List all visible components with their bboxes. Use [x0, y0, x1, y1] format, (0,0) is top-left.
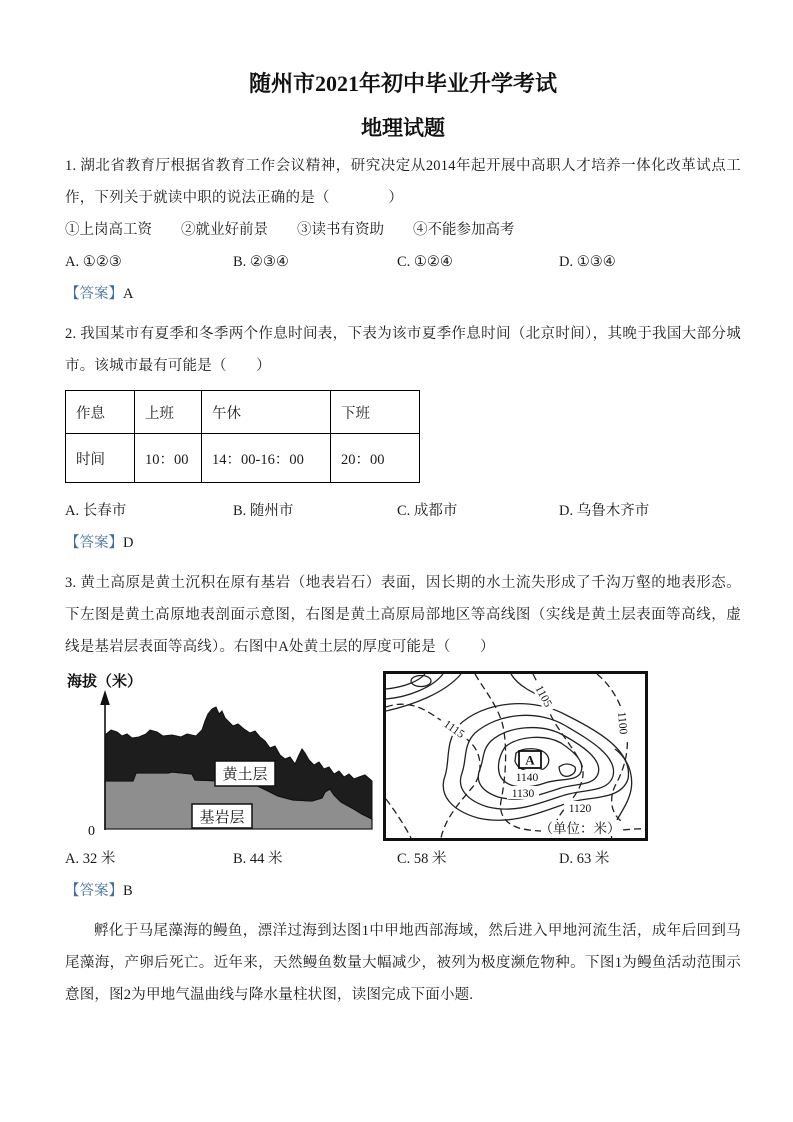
- contour-label-1115: 1115: [441, 718, 467, 741]
- option-d: D. ①③④: [559, 254, 616, 270]
- page-subtitle: 地理试题: [361, 116, 445, 140]
- map-unit-label: （单位：米）: [539, 821, 621, 836]
- question-1: [65, 150, 741, 310]
- bedrock-label: 基岩层: [199, 810, 245, 826]
- question-3: [65, 567, 741, 907]
- question-1-stem: 1. 湖北省教育厅根据省教育工作会议精神，研究决定从2014年起开展中高职人才培养一体化改革试点工作，下列关于就读中职的说法正确的是（ ）: [65, 158, 741, 206]
- loess-profile-figure: [65, 669, 375, 841]
- question-1-answer: [65, 278, 741, 310]
- question-2: [65, 318, 741, 559]
- question-3-answer: [65, 875, 741, 907]
- table-cell: 作息: [66, 391, 135, 434]
- answer-value: A: [123, 286, 134, 302]
- option-b: B. ②③④: [233, 254, 289, 270]
- question-3-options: [65, 843, 741, 875]
- question-1-options: [65, 246, 741, 278]
- table-row: [66, 391, 420, 434]
- option-c: C. ①②④: [397, 254, 453, 270]
- answer-label: 【答案】: [65, 286, 123, 302]
- question-2-stem: 2. 我国某市有夏季和冬季两个作息时间表，下表为该市夏季作息时间（北京时间），其晚于我国大部分城市。该城市最有可能是（ ）: [65, 326, 741, 374]
- elevation-axis-label: 海拔（米）: [67, 674, 143, 690]
- option-c: C. 成都市: [397, 503, 458, 519]
- contour-label-1105: 1105: [532, 683, 554, 710]
- work-schedule-table: [65, 390, 420, 483]
- axis-arrowhead: [100, 690, 110, 705]
- table-cell: 20：00: [331, 434, 420, 483]
- table-cell: 时间: [66, 434, 135, 483]
- axis-origin: 0: [88, 824, 95, 839]
- question-3-stem: 3. 黄土高原是黄土沉积在原有基岩（地表岩石）表面，因长期的水土流失形成了千沟万壑的地表形态。下左图是黄土高原地表剖面示意图，右图是黄土高原局部地区等高线图（实线是黄土层表面等高线，虚线是基岩层表面等高线）。右图中A处黄土层的厚度可能是（ ）: [65, 575, 741, 655]
- question-2-answer: [65, 527, 741, 559]
- loess-label: 黄土层: [222, 767, 268, 783]
- option-b: B. 44 米: [233, 851, 283, 867]
- answer-label: 【答案】: [65, 883, 123, 899]
- table-cell: 上班: [135, 391, 202, 434]
- answer-value: D: [123, 535, 134, 551]
- table-row: [66, 434, 420, 483]
- option-d: D. 63 米: [559, 851, 610, 867]
- eel-intro-paragraph: 孵化于马尾藻海的鳗鱼，漂洋过海到达图1中甲地西部海域，然后进入甲地河流生活，成年后回到马尾藻海，产卵后死亡。近年来，天然鳗鱼数量大幅减少，被列为极度濒危物种。下图1为鳗鱼活动范围示意图，图2为甲地气温曲线与降水量柱状图，读图完成下面小题.: [65, 923, 741, 1003]
- table-cell: 14：00-16：00: [202, 434, 331, 483]
- contour-label-1100: 1100: [615, 711, 629, 735]
- contour-map-figure: [383, 671, 648, 841]
- question-2-options: [65, 495, 741, 527]
- table-cell: 10：00: [135, 434, 202, 483]
- table-cell: 下班: [331, 391, 420, 434]
- table-cell: 午休: [202, 391, 331, 434]
- question-3-figures: [65, 669, 741, 841]
- point-a-label: A: [525, 752, 535, 768]
- option-a: A. 32 米: [65, 851, 116, 867]
- page-title: 随州市2021年初中毕业升学考试: [248, 71, 557, 96]
- option-a: A. 长春市: [65, 503, 127, 519]
- question-1-subitems: ①上岗高工资 ②就业好前景 ③读书有资助 ④不能参加高考: [65, 222, 515, 238]
- contour-label-1140: 1140: [515, 772, 539, 784]
- answer-label: 【答案】: [65, 535, 123, 551]
- contour-label-1120: 1120: [568, 803, 592, 815]
- option-b: B. 随州市: [233, 503, 294, 519]
- option-c: C. 58 米: [397, 851, 447, 867]
- answer-value: B: [123, 883, 133, 899]
- option-a: A. ①②③: [65, 254, 122, 270]
- option-d: D. 乌鲁木齐市: [559, 503, 650, 519]
- contour-label-1130: 1130: [511, 788, 535, 800]
